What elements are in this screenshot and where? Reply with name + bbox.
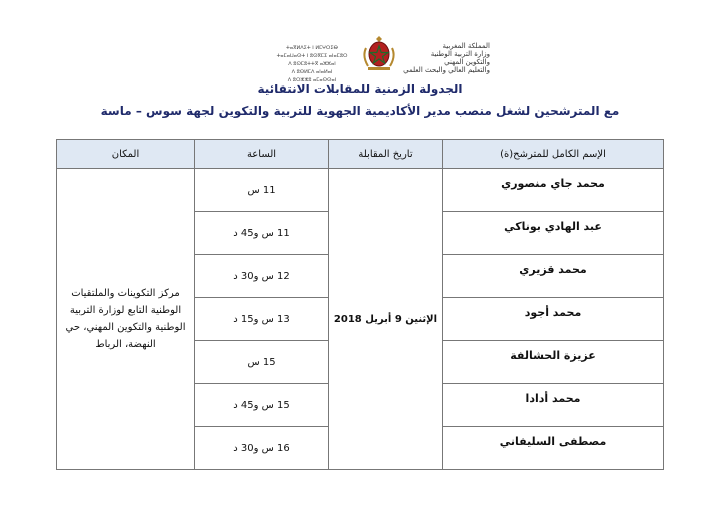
header-time: الساعة xyxy=(195,140,329,169)
candidate-name: محمد قزيري xyxy=(443,255,664,298)
interview-time: 13 س و15 د xyxy=(195,298,329,341)
table-row xyxy=(57,169,664,212)
interview-time: 15 س xyxy=(195,341,329,384)
table-header-row xyxy=(57,140,664,169)
candidate-name: محمد أجود xyxy=(443,298,664,341)
candidate-name: عزيزة الحشالفة xyxy=(443,341,664,384)
document-title: الجدولة الزمنية للمقابلات الانتقائية xyxy=(257,82,463,96)
candidate-name: محمد جاي منصوري xyxy=(443,169,664,212)
header-tifinagh-block xyxy=(262,44,362,84)
document-subtitle: مع المترشحين لشغل منصب مدير الأكاديمية الجهوية للتربية والتكوين لجهة سوس – ماسة xyxy=(100,104,620,118)
coat-of-arms-icon xyxy=(362,34,396,72)
interview-time: 15 س و45 د xyxy=(195,384,329,427)
header-right-line: المملكة المغربية xyxy=(442,42,490,50)
interview-time: 12 س و30 د xyxy=(195,255,329,298)
header-place: المكان xyxy=(57,140,195,169)
interview-place: مركز التكوينات والملتقيات الوطنية التابع لوزارة التربية الوطنية والتكوين المهني، حي النهضة، الرباط xyxy=(57,169,195,470)
header-left-line: ⴷ ⵓⵙⵍⵎⴷ ⴰⵏⴰⵍⴰⵏ xyxy=(291,69,333,75)
candidate-name: مصطفى السليفاني xyxy=(443,427,664,470)
header-left-line: ⵜⴰⵎⴰⵡⴰⵙⵜ ⵏ ⵓⵙⴳⵎⵉ ⴰⵏⴰⵎⵓⵔ xyxy=(276,53,348,59)
candidate-name: محمد أدادا xyxy=(443,384,664,427)
header-right-line: وزارة التربية الوطنية xyxy=(430,50,490,58)
candidate-name: عبد الهادي بوناكي xyxy=(443,212,664,255)
interview-time: 11 س xyxy=(195,169,329,212)
header-left-line: ⵜⴰⴳⵍⴷⵉⵜ ⵏ ⵍⵎⵖⵔⵉⴱ xyxy=(286,45,338,51)
interview-time: 16 س و30 د xyxy=(195,427,329,470)
header-left-line: ⴷ ⵓⵔⵣⵣⵓ ⴰⵎⴰⵙⵙⴰⵏ xyxy=(287,77,337,83)
interview-date: الإثنين 9 أبريل 2018 xyxy=(329,169,443,470)
header-name: الإسم الكامل للمترشح(ة) xyxy=(443,140,664,169)
header-right-line: والتكوين المهني xyxy=(444,58,490,66)
header-right-line: والتعليم العالي والبحث العلمي xyxy=(403,66,490,74)
header-arabic-block xyxy=(400,42,490,74)
header-date: تاريخ المقابلة xyxy=(329,140,443,169)
schedule-table xyxy=(56,139,664,470)
interview-time: 11 س و45 د xyxy=(195,212,329,255)
header-left-line: ⴷ ⵓⵙⵎⵓⵜⵜⴳ ⴰⵣⵣⴰⵏ xyxy=(288,61,336,67)
